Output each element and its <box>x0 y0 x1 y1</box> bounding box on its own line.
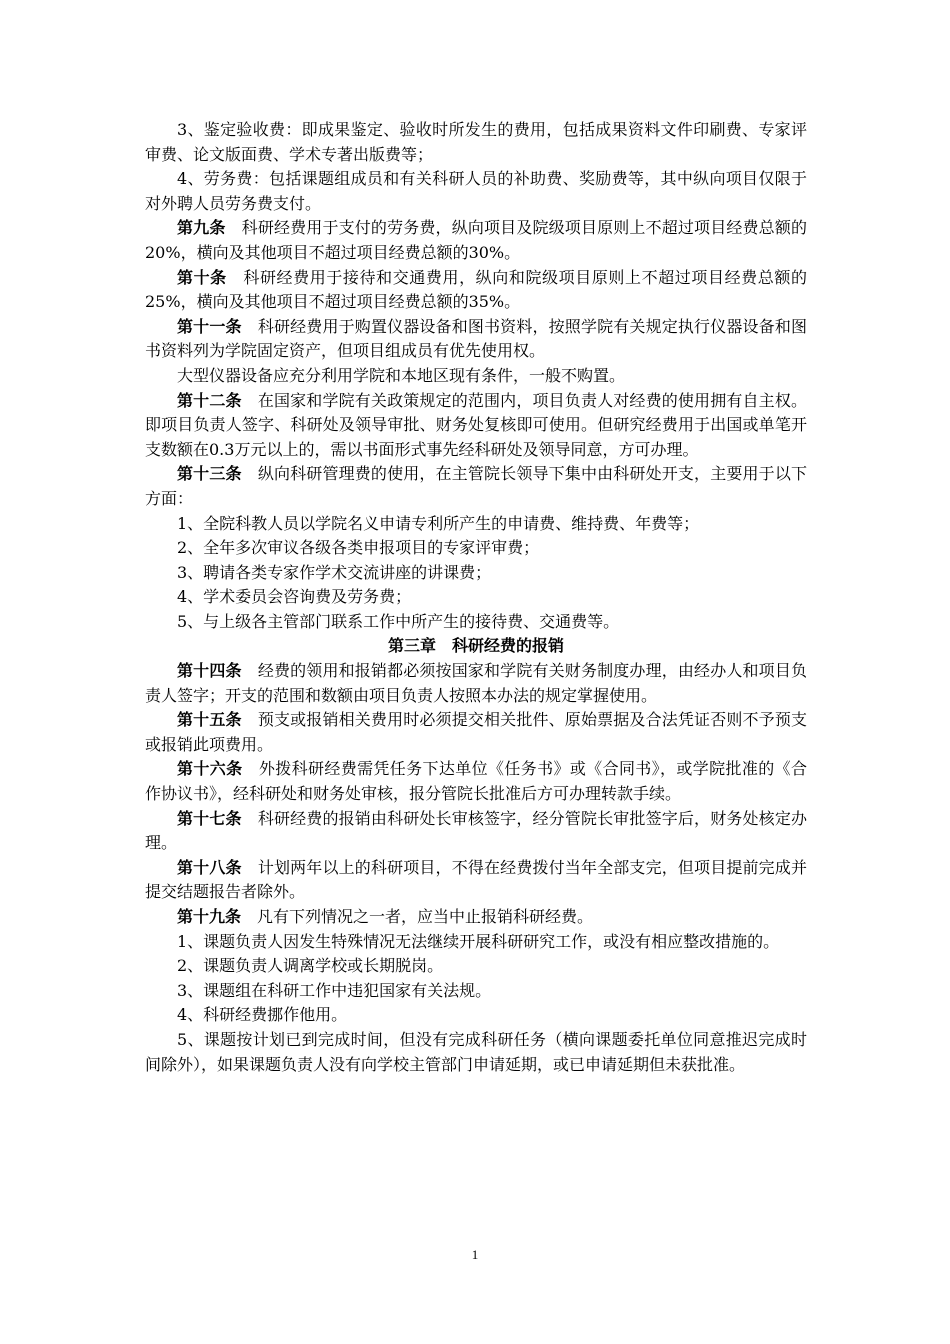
article-label: 第十七条 <box>177 808 242 828</box>
paragraph <box>145 512 807 537</box>
paragraph <box>145 979 807 1004</box>
paragraph-text: 科研经费用于支付的劳务费，纵向项目及院级项目原则上不超过项目经费总额的20%，横向及其他项目不超过项目经费总额的30%。 <box>145 218 807 262</box>
paragraph-text: 纵向科研管理费的使用，在主管院长领导下集中由科研处开支，主要用于以下方面： <box>145 464 807 508</box>
paragraph-text: 4、科研经费挪作他用。 <box>177 1005 348 1025</box>
paragraph <box>145 905 807 930</box>
paragraph <box>145 930 807 955</box>
article-label: 第十五条 <box>177 710 242 730</box>
paragraph-text: 5、课题按计划已到完成时间，但没有完成科研任务（横向课题委托单位同意推迟完成时间除外），如果课题负责人没有向学校主管部门申请延期，或已申请延期但未获批准。 <box>145 1029 807 1074</box>
paragraph-text: 经费的领用和报销都必须按国家和学院有关财务制度办理，由经办人和项目负责人签字；开支的范围和数额由项目负责人按照本办法的规定掌握使用。 <box>145 661 807 705</box>
paragraph <box>145 266 807 315</box>
article-label: 第十八条 <box>177 857 242 877</box>
paragraph <box>145 364 807 389</box>
paragraph <box>145 561 807 586</box>
chapter-title: 第三章 科研经费的报销 <box>387 636 564 656</box>
section-after-chapter <box>145 659 807 1077</box>
paragraph-text: 大型仪器设备应充分利用学院和本地区现有条件，一般不购置。 <box>177 365 626 385</box>
paragraph-text: 3、聘请各类专家作学术交流讲座的讲课费； <box>177 562 492 582</box>
paragraph-text: 4、劳务费：包括课题组成员和有关科研人员的补助费、奖励费等，其中纵向项目仅限于对外聘人员劳务费支付。 <box>145 169 807 213</box>
paragraph-text: 预支或报销相关费用时必须提交相关批件、原始票据及合法凭证否则不予预支或报销此项费用。 <box>145 710 807 754</box>
paragraph-text: 外拨科研经费需凭任务下达单位《任务书》或《合同书》，或学院批准的《合作协议书》，经科研处和财务处审核，报分管院长批准后方可办理转款手续。 <box>145 759 807 804</box>
paragraph <box>145 216 807 265</box>
paragraph-text: 科研经费用于购置仪器设备和图书资料，按照学院有关规定执行仪器设备和图书资料列为学院固定资产，但项目组成员有优先使用权。 <box>145 316 807 361</box>
paragraph-text: 科研经费用于接待和交通费用，纵向和院级项目原则上不超过项目经费总额的25%，横向及其他项目不超过项目经费总额的35%。 <box>145 267 807 312</box>
paragraph <box>145 807 807 856</box>
paragraph-text: 科研经费的报销由科研处长审核签字，经分管院长审批签字后，财务处核定办理。 <box>145 808 807 853</box>
article-label: 第十九条 <box>177 907 242 926</box>
paragraph <box>145 1028 807 1077</box>
paragraph-text: 2、课题负责人调离学校或长期脱岗。 <box>177 956 444 976</box>
paragraph-text: 1、课题负责人因发生特殊情况无法继续开展科研研究工作，或没有相应整改措施的。 <box>177 931 780 951</box>
paragraph <box>145 659 807 708</box>
paragraph-text: 4、学术委员会咨询费及劳务费； <box>177 587 412 607</box>
article-label: 第十一条 <box>177 316 242 336</box>
paragraph <box>145 167 807 216</box>
paragraph <box>145 462 807 511</box>
paragraph <box>145 954 807 979</box>
article-label: 第九条 <box>177 218 226 238</box>
article-label: 第十二条 <box>177 390 242 410</box>
paragraph <box>145 708 807 757</box>
paragraph <box>145 389 807 463</box>
section-before-chapter <box>145 118 807 634</box>
paragraph <box>145 757 807 806</box>
page-number: 1 <box>471 1247 479 1262</box>
paragraph <box>145 1003 807 1028</box>
paragraph <box>145 315 807 364</box>
paragraph <box>145 536 807 561</box>
paragraph <box>145 856 807 905</box>
paragraph-text: 计划两年以上的科研项目，不得在经费拨付当年全部支完，但项目提前完成并提交结题报告者除外。 <box>145 857 807 902</box>
paragraph <box>145 585 807 610</box>
article-label: 第十六条 <box>177 759 243 779</box>
paragraph-text: 1、全院科教人员以学院名义申请专利所产生的申请费、维持费、年费等； <box>177 513 700 533</box>
paragraph-text: 2、全年多次审议各级各类申报项目的专家评审费； <box>177 538 540 558</box>
article-label: 第十四条 <box>177 661 242 681</box>
document-body <box>145 118 807 1077</box>
paragraph <box>145 610 807 635</box>
article-label: 第十条 <box>177 267 227 287</box>
paragraph <box>145 118 807 167</box>
paragraph-text: 5、与上级各主管部门联系工作中所产生的接待费、交通费等。 <box>177 611 620 631</box>
article-label: 第十三条 <box>177 464 242 484</box>
paragraph-text: 凡有下列情况之一者，应当中止报销科研经费。 <box>257 907 594 926</box>
paragraph-text: 在国家和学院有关政策规定的范围内，项目负责人对经费的使用拥有自主权。即项目负责人签字、科研处及领导审批、财务处复核即可使用。但研究经费用于出国或单笔开支数额在0.3万元以上的，需以书面形式事先经科研处及领导同意，方可办理。 <box>145 390 807 459</box>
paragraph-text: 3、课题组在科研工作中违犯国家有关法规。 <box>177 980 492 1000</box>
paragraph-text: 3、鉴定验收费：即成果鉴定、验收时所发生的费用，包括成果资料文件印刷费、专家评审费、论文版面费、学术专著出版费等； <box>145 120 807 164</box>
